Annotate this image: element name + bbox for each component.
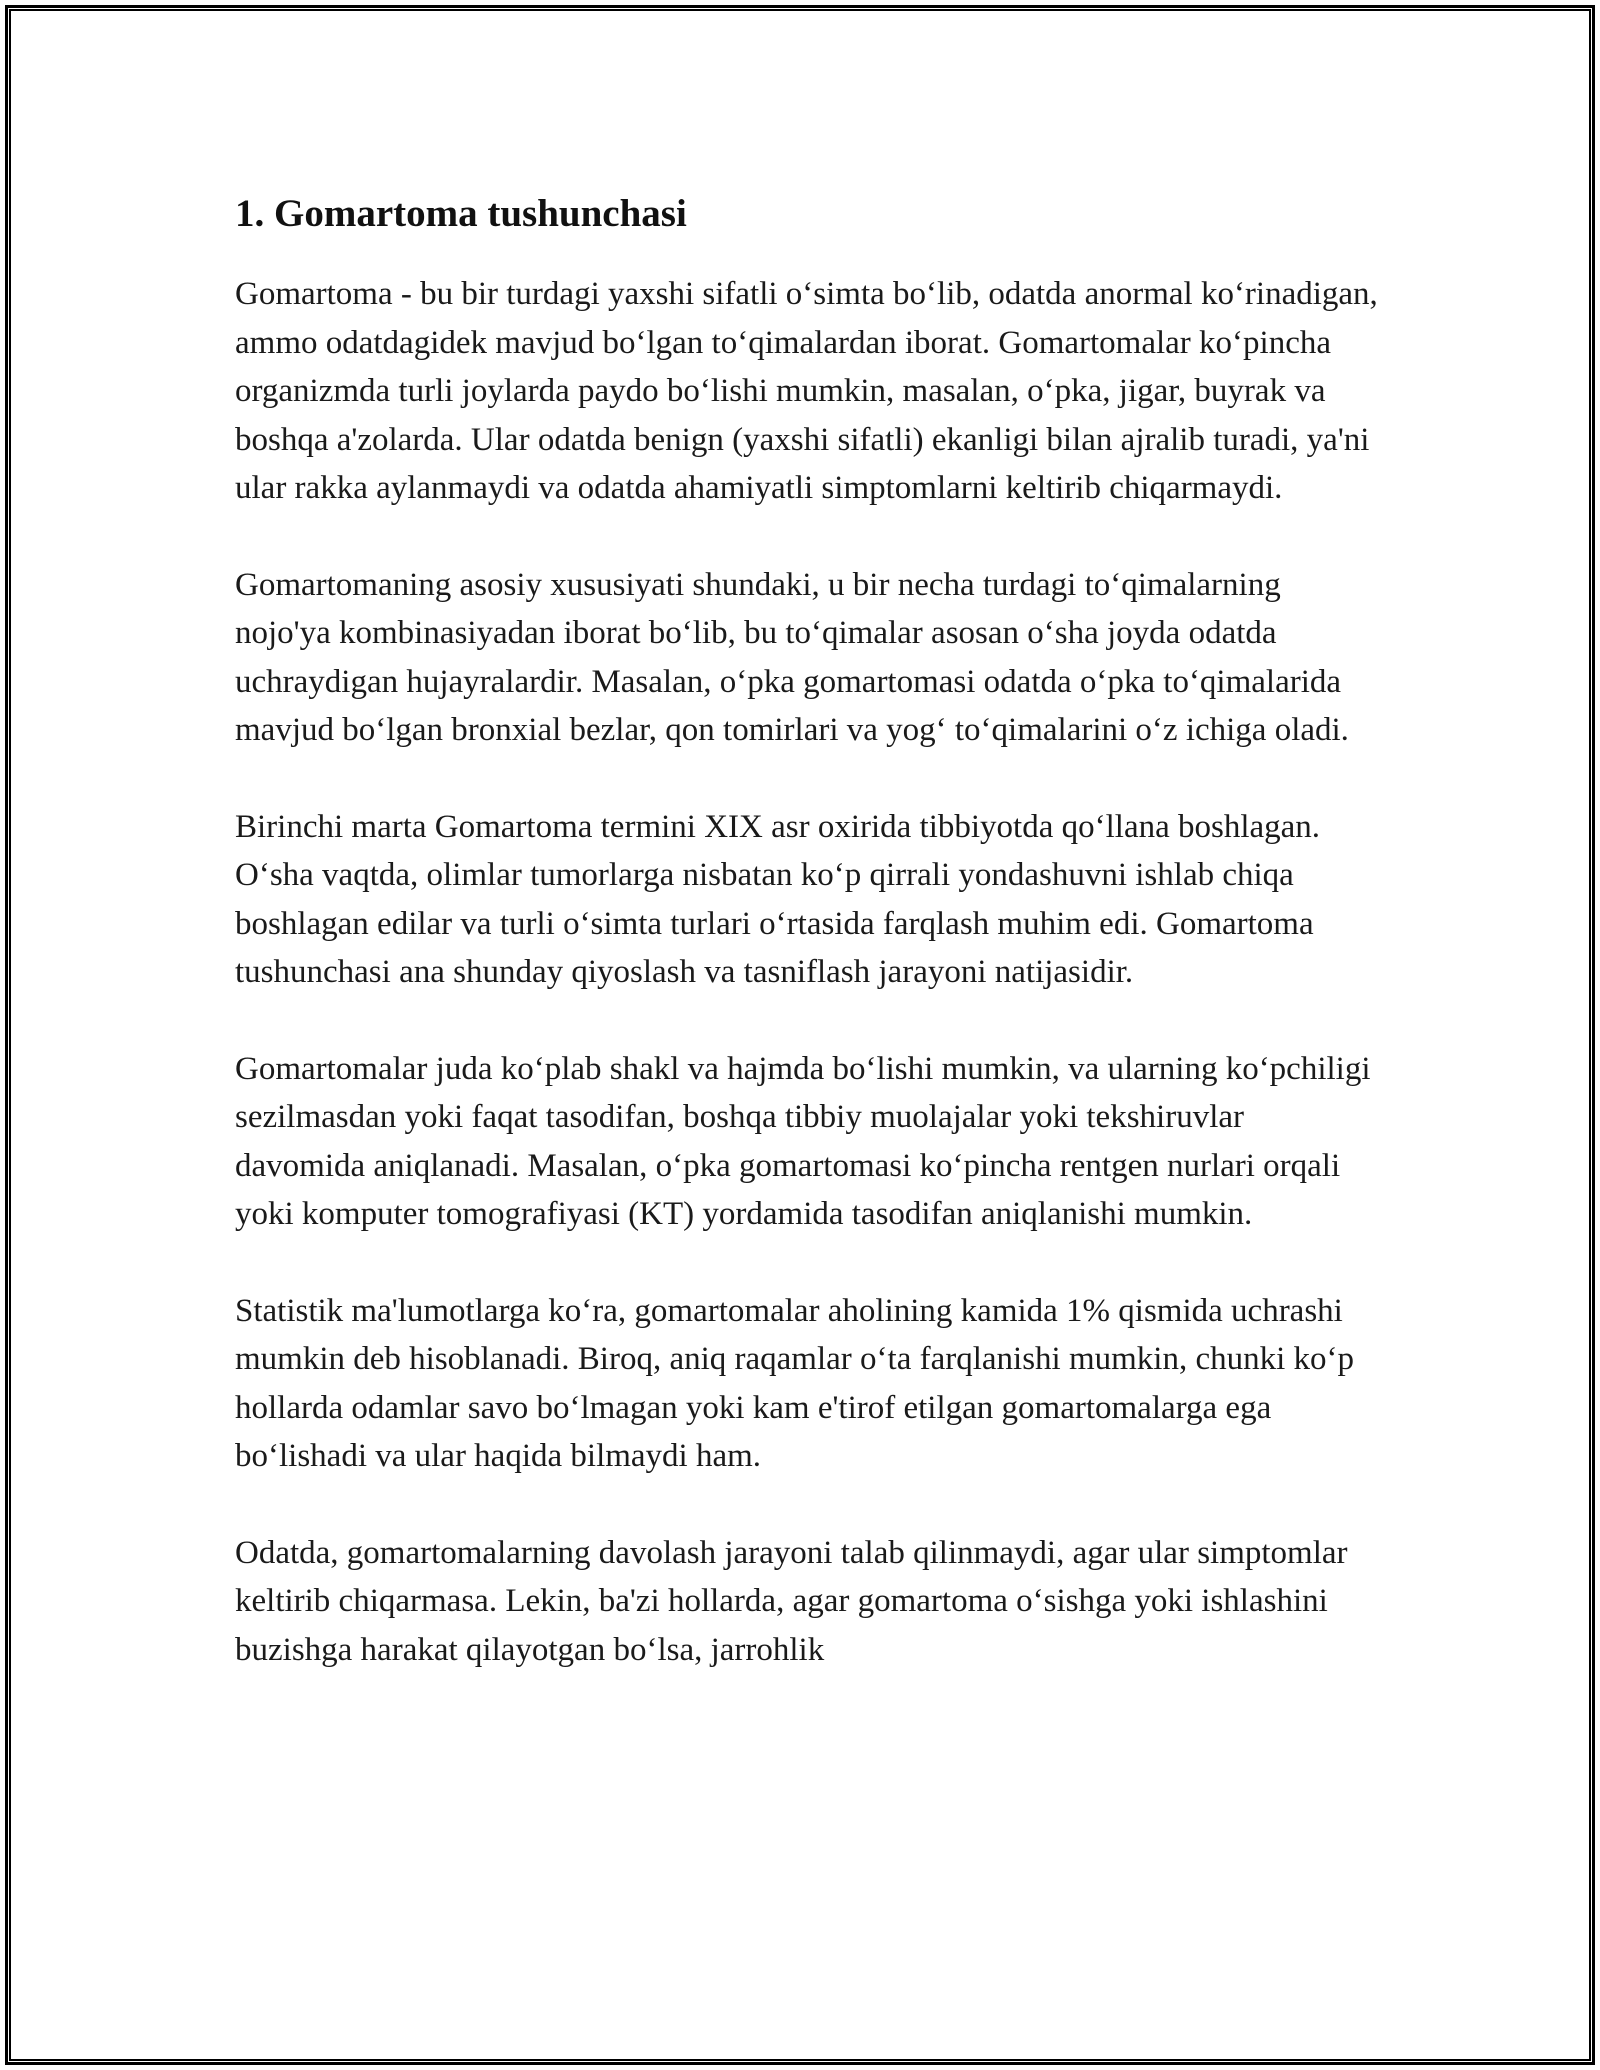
paragraph-6: Odatda, gomartomalarning davolash jarayoni talab qilinmaydi, agar ular simptomlar keltirib chiqarmasa. Lekin, ba'zi hollarda, agar gomartoma o‘sishga yoki ishlashini buzishga harakat qilayotgan bo‘lsa, jarrohlik [235, 1534, 1348, 1668]
section-heading: 1. Gomartoma tushunchasi [235, 192, 687, 235]
document-body [235, 188, 1380, 1722]
paragraph-4: Gomartomalar juda ko‘plab shakl va hajmda bo‘lishi mumkin, va ularning ko‘pchiligi sezilmasdan yoki faqat tasodifan, boshqa tibbiy muolajalar yoki tekshiruvlar davomida aniqlanadi. Masalan, o‘pka gomartomasi ko‘pincha rentgen nurlari orqali yoki komputer tomografiyasi (KT) yordamida tasodifan aniqlanishi mumkin. [235, 1050, 1371, 1232]
paragraph-5: Statistik ma'lumotlarga ko‘ra, gomartomalar aholining kamida 1% qismida uchrashi mumkin deb hisoblanadi. Biroq, aniq raqamlar o‘ta farqlanishi mumkin, chunki ko‘p hollarda odamlar savo bo‘lmagan yoki kam e'tirof etilgan gomartomalarga ega bo‘lishadi va ular haqida bilmaydi ham. [235, 1292, 1355, 1474]
paragraph-3: Birinchi marta Gomartoma termini XIX asr oxirida tibbiyotda qo‘llana boshlagan. O‘sha vaqtda, olimlar tumorlarga nisbatan ko‘p qirrali yondashuvni ishlab chiqa boshlagan edilar va turli o‘simta turlari o‘rtasida farqlash muhim edi. Gomartoma tushunchasi ana shunday qiyoslash va tasniflash jarayoni natijasidir. [235, 808, 1321, 990]
paragraph-2: Gomartomaning asosiy xususiyati shundaki, u bir necha turdagi to‘qimalarning nojo'ya kombinasiyadan iborat bo‘lib, bu to‘qimalar asosan o‘sha joyda odatda uchraydigan hujayralardir. Masalan, o‘pka gomartomasi odatda o‘pka to‘qimalarida mavjud bo‘lgan bronxial bezlar, qon tomirlari va yog‘ to‘qimalarini o‘z ichiga oladi. [235, 566, 1349, 748]
paragraph-1: Gomartoma - bu bir turdagi yaxshi sifatli o‘simta bo‘lib, odatda anormal ko‘rinadigan, ammo odatdagidek mavjud bo‘lgan to‘qimalardan iborat. Gomartomalar ko‘pincha organizmda turli joylarda paydo bo‘lishi mumkin, masalan, o‘pka, jigar, buyrak va boshqa a'zolarda. Ular odatda benign (yaxshi sifatli) ekanligi bilan ajralib turadi, ya'ni ular rakka aylanmaydi va odatda ahamiyatli simptomlarni keltirib chiqarmaydi. [235, 276, 1378, 506]
